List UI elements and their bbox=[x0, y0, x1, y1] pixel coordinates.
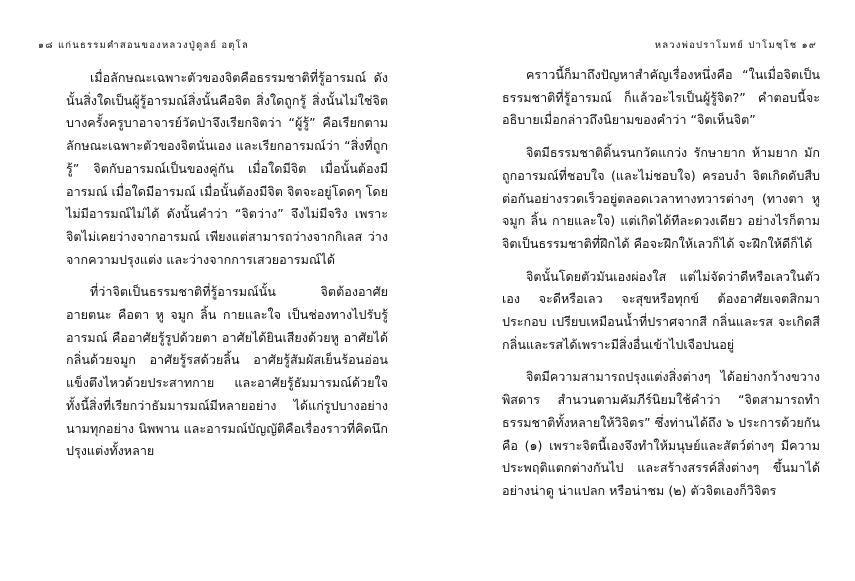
left-body-text bbox=[66, 67, 388, 473]
right-paragraph-3: จิตนั้นโดยตัวมันเองผ่องใส แต่ไม่จัดว่าดีหรือเลวในตัวเอง จะดีหรือเลว จะสุขหรือทุกข์ ต้องอาศัยเจตสิกมาประกอบ เปรียบเหมือนน้ำที่ปราศจากสี กลิ่นและรส จะเกิดสี กลิ่นและรสได้เพราะมีสิ่งอื่นเข้าไปเจือปนอยู่ bbox=[502, 268, 820, 352]
right-page bbox=[428, 0, 855, 581]
left-paragraph-2: ที่ว่าจิตเป็นธรรมชาติที่รู้อารมณ์นั้น จิตต้องอาศัยอายตนะ คือตา หู จมูก ลิ้น กายและใจ เป็นช่องทางไปรับรู้อารมณ์ คืออาศัยรู้รูปด้วยตา อาศัยได้ยินเสียงด้วยหู อาศัยได้กลิ่นด้วยจมูก อาศัยรู้รสด้วยลิ้น อาศัยรู้สัมผัสเย็นร้อนอ่อนแข็งตึงไหวด้วยประสาทกาย และอาศัยรู้ธัมมารมณ์ด้วยใจ ทั้งนี้สิ่งที่เรียกว่าธัมมารมณ์มีหลายอย่าง ได้แก่รูปบางอย่าง นามทุกอย่าง นิพพาน และอารมณ์บัญญัติคือเรื่องราวที่คิดนึกปรุงแต่งทั้งหลาย bbox=[66, 284, 388, 459]
right-paragraph-1: คราวนี้ก็มาถึงปัญหาสำคัญเรื่องหนึ่งคือ “ในเมื่อจิตเป็นธรรมชาติที่รู้อารมณ์ ก็แล้วอะไรเป็นผู้รู้จิต?” คำตอบนี้จะอธิบายเมื่อกล่าวถึงนิยามของคำว่า “จิตเห็นจิต” bbox=[502, 67, 820, 128]
right-running-header: หลวงพ่อปราโมทย์ ปาโมชฺโช ๑๙ bbox=[654, 40, 817, 51]
right-paragraph-2: จิตมีธรรมชาติดิ้นรนกวัดแกว่ง รักษายาก ห้ามยาก มักถูกอารมณ์ที่ชอบใจ (และไม่ชอบใจ) ครอบงำ จิตเกิดดับสืบต่อกันอย่างรวดเร็วอยู่ตลอดเวลาทางทวารต่างๆ (ทางตา หู จมูก ลิ้น กายและใจ) แต่เกิดได้ทีละดวงเดียว อย่างไรก็ตามจิตเป็นธรรมชาติที่ฝึกได้ คือจะฝึกให้เลวก็ได้ จะฝึกให้ดีก็ได้ bbox=[502, 145, 820, 251]
left-running-header: ๑๘ แก่นธรรมคำสอนของหลวงปู่ดูลย์ อตุโล bbox=[38, 40, 250, 51]
left-paragraph-1: เมื่อลักษณะเฉพาะตัวของจิตคือธรรมชาติที่รู้อารมณ์ ดังนั้นสิ่งใดเป็นผู้รู้อารมณ์สิ่งนั้นคือจิต สิ่งใดถูกรู้ สิ่งนั้นไม่ใช่จิต บางครั้งครูบาอาจารย์วัดป่าจึงเรียกจิตว่า “ผู้รู้” คือเรียกตามลักษณะเฉพาะตัวของจิตนั่นเอง และเรียกอารมณ์ว่า “สิ่งที่ถูกรู้” จิตกับอารมณ์เป็นของคู่กัน เมื่อใดมีจิต เมื่อนั้นต้องมีอารมณ์ เมื่อใดมีอารมณ์ เมื่อนั้นต้องมีจิต จิตจะอยู่โดดๆ โดยไม่มีอารมณ์ไม่ได้ ดังนั้นคำว่า “จิตว่าง” จึงไม่มีจริง เพราะจิตไม่เคยว่างจากอารมณ์ เพียงแต่สามารถว่างจากกิเลส ว่างจากความปรุงแต่ง และว่างจากการเสวยอารมณ์ได้ bbox=[66, 70, 388, 267]
right-paragraph-4: จิตมีความสามารถปรุงแต่งสิ่งต่างๆ ได้อย่างกว้างขวางพิสดาร สำนวนตามคัมภีร์นิยมใช้คำว่า “จิตสามารถทำธรรมชาติทั้งหลายให้วิจิตร” ซึ่งท่านได้ถึง ๖ ประการด้วยกันคือ (๑) เพราะจิตนี้เองจึงทำให้มนุษย์และสัตว์ต่างๆ มีความประพฤติแตกต่างกันไป และสร้างสรรค์สิ่งต่างๆ ขึ้นมาได้อย่างน่าดู น่าแปลก หรือน่าชม (๒) ตัวจิตเองก็วิจิตร bbox=[502, 369, 820, 498]
right-body-text bbox=[502, 64, 820, 513]
